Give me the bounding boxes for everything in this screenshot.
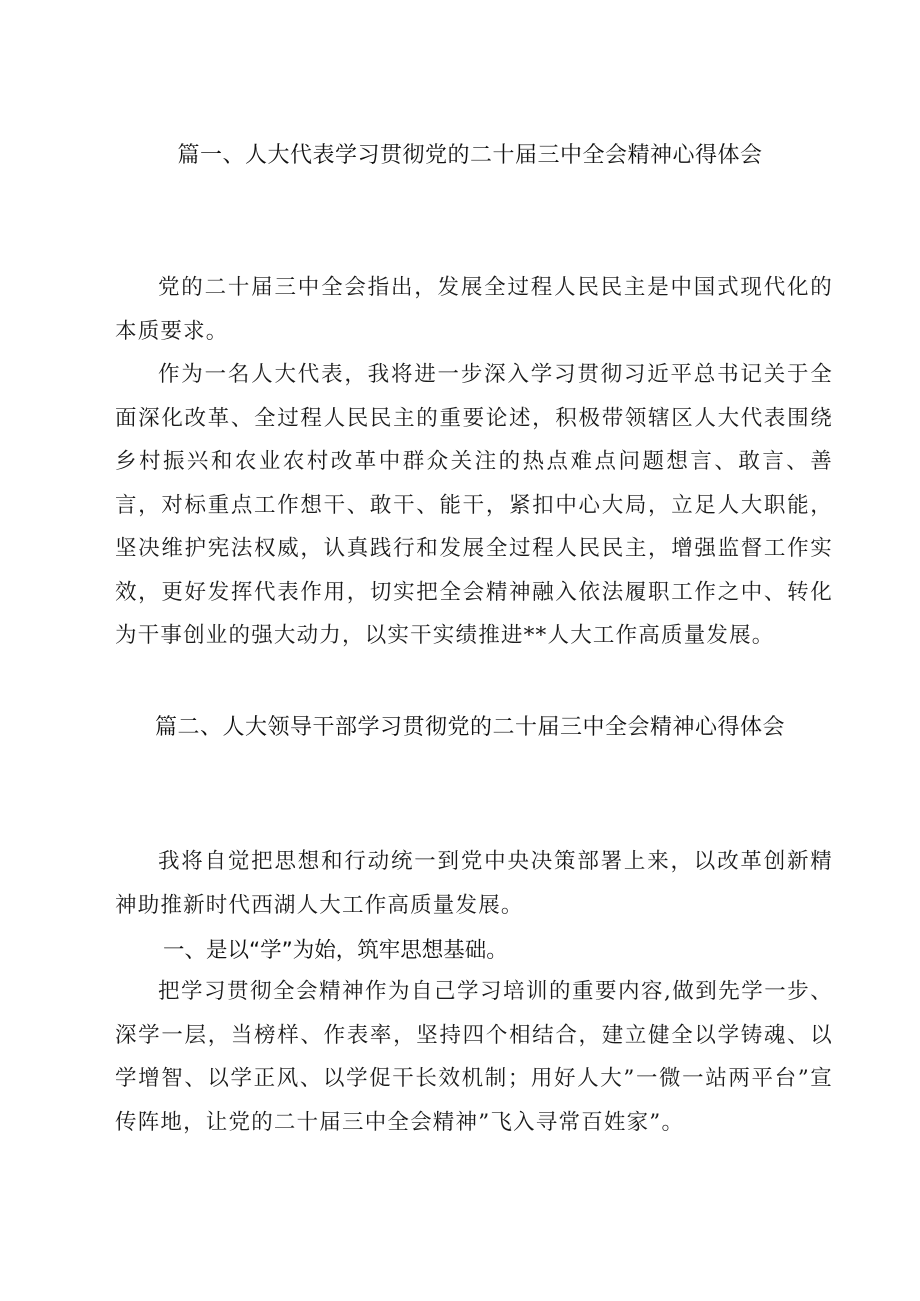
section-1-paragraph-2: 作为一名人大代表，我将进一步深入学习贯彻习近平总书记关于全面深化改革、全过程人民民主的重要论述，积极带领辖区人大代表围绕乡村振兴和农业农村改革中群众关注的热点难点问题想言、敢言、善言，对标重点工作想干、敢干、能干，紧扣中心大局，立足人大职能，坚决维护宪法权威，认真践行和发展全过程人民民主，增强监督工作实效，更好发挥代表作用，切实把全会精神融入依法履职工作之中、转化为干事创业的强大动力，以实干实绩推进**人大工作高质量发展。: [115, 362, 833, 648]
section-1-paragraph-1: 党的二十届三中全会指出，发展全过程人民民主是中国式现代化的本质要求。: [115, 275, 833, 344]
section-2-subheading: 一、是以“学”为始，筑牢思想基础。: [163, 938, 508, 963]
section-1-title: 篇一、人大代表学习贯彻党的二十届三中全会精神心得体会: [177, 143, 763, 168]
section-2-title: 篇二、人大领导干部学习贯彻党的二十届三中全会精神心得体会: [154, 715, 785, 740]
section-2-body: 把学习贯彻全会精神作为自己学习培训的重要内容,做到先学一步、深学一层，当榜样、作表率，坚持四个相结合，建立健全以学铸魂、以学增智、以学正风、以学促干长效机制；用好人大”一微一站两平台”宣传阵地，让党的二十届三中全会精神”飞入寻常百姓家”。: [115, 979, 833, 1135]
section-2-intro: 我将自觉把思想和行动统一到党中央决策部署上来，以改革创新精神助推新时代西湖人大工作高质量发展。: [115, 849, 833, 918]
